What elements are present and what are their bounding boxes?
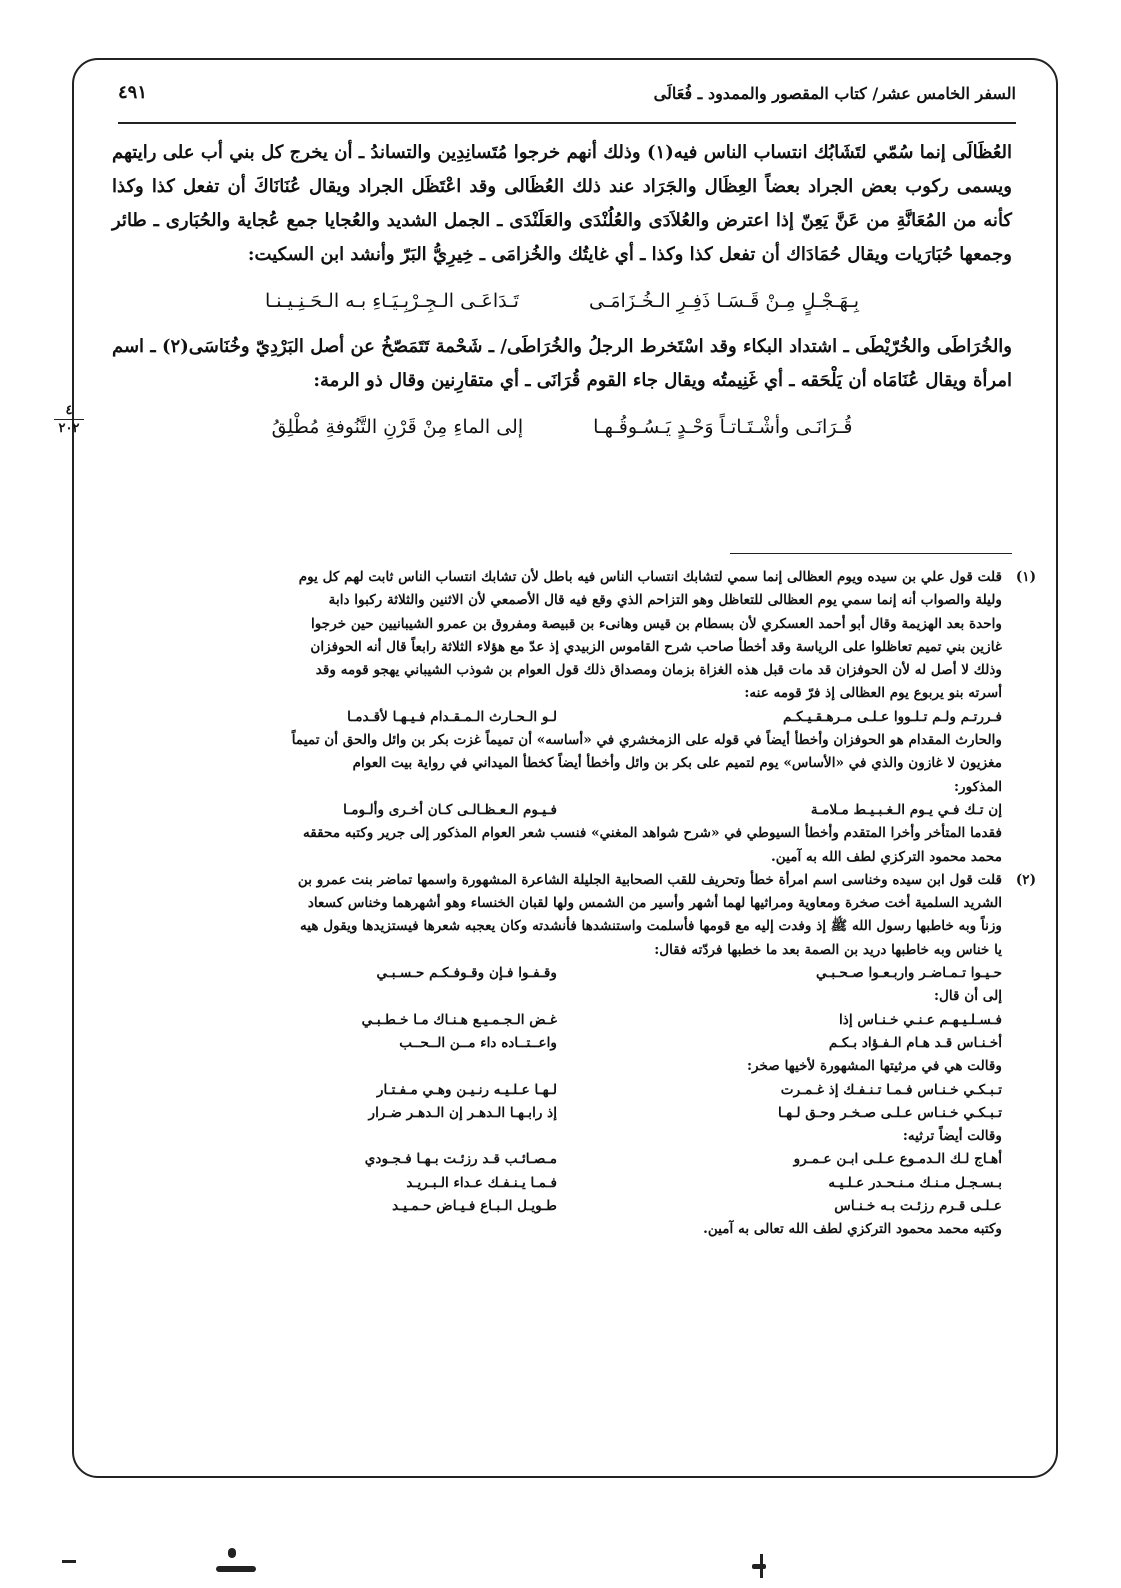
footnote-line: والحارث المقدام هو الحوفزان وأخطأ أيضاً في قوله على الزمخشري في «أساسه» أن تميماً غزت بكر بن وائل والحق أن تميماً: [291, 732, 1002, 749]
poem-hemistich-second: مـصـائـب قـد رزئـت بـهـا فـجـودي: [364, 1151, 557, 1168]
footnote-line: غازين بني تميم تعاظلوا على الرياسة وقد أخطأ صاحب شرح القاموس الزبيدي إذ عدّ مع هؤلاء الثلاثة رابعاً قال أنه الحوفزان: [310, 638, 1002, 655]
footnote-line: مغزيون لا غازون والذي في «الأساس» يوم لتميم على بكر بن وائل وأخطأ أيضاً كخطأ الميداني في رواية بيت العوام: [352, 755, 1002, 772]
scan-mark: [62, 1560, 76, 1563]
scan-mark: [752, 1564, 766, 1569]
poem-verse: [112, 962, 1002, 985]
footnote-line: إلى أن قال:: [933, 988, 1002, 1005]
page-header: [118, 76, 1016, 116]
verse-1-first-hemistich: بِـهَـجْـلٍ مِـنْ قَـسَـا ذَفِـرِ الـخُـزَامَـى: [588, 290, 860, 312]
verse-1-second-hemistich: تَـدَاعَـى الـجِـرْبِـيَـاءِ بـه الـحَـنِـيـنـا: [264, 290, 519, 312]
verse-2-second-hemistich: إلى الماءِ مِنْ قَرْنِ التَّنُوفةِ مُطْلِقُ: [271, 416, 524, 438]
footnote-2-body: [112, 869, 1002, 1242]
poem-hemistich-first: أهـاج لـك الـدمـوع عـلـى ابـن عـمـرو: [793, 1151, 1002, 1168]
poem-verse: [112, 1172, 1002, 1195]
poem-verse: [112, 799, 1002, 822]
footnote-line: فقدما المتأخر وأخرا المتقدم وأخطأ السيوطي في «شرح شواهد المغني» فنسب شعر العوام المذكور إلى جرير وكتبه محققه: [303, 825, 1002, 842]
poem-hemistich-second: لـو الـحـارث الـمـقـدام فـيـهـا لأقـدمـا: [347, 708, 557, 725]
margin-ref-denominator: ٢٠٢: [58, 421, 80, 436]
poem-hemistich-first: فـررتـم ولـم تـلـووا عـلـى مـرهـقـيـكـم: [783, 708, 1002, 725]
footnote-1-marker: (١): [1015, 569, 1036, 585]
main-text: [112, 136, 1012, 456]
scan-artifacts: [0, 1540, 1121, 1588]
poem-hemistich-second: طـويـل الـبـاع فـيـاض حـمـيـد: [392, 1198, 557, 1215]
poem-verse: [112, 1148, 1002, 1171]
main-paragraph-1: العُظَالَى إنما سُمّي لتَشَابُك انتساب الناس فيه(١) وذلك أنهم خرجوا مُتَسانِدِين والتساندُ ـ أن يخرج كل بني أب على رايتهم ويسمى ركوب بعض الجراد بعضاً العِظَال والجَرَاد عند ذلك العُظَالى وقد اعْتَظَل الجراد ويقال عُنَانَاكَ أن تفعل كذا وكذا كأنه من المُعَانَّةِ من عَنَّ يَعِنّ إذا اعترض والعُلاَدَى والعُلُنْدَى والعَلَنْدَى ـ الجمل الشديد والعُجايا جمع عُجاية والحُبَارى ـ طائر وجمعها حُبَارَيات ويقال حُمَادَاك أن تفعل كذا وكذا ـ أي غايتُك والخُزامَى ـ خِيرِيُّ البَرّ وأنشد ابن السكيت:: [112, 142, 1013, 265]
footnote-line: الشريد السلمية أخت صخرة ومعاوية ومراثيها لهما أشهر وأسير من الشمس ولها لقبان الخنساء وهو أشهرهما وخناس كسعاد: [307, 895, 1002, 912]
footnote-line: وذلك لا أصل له لأن الحوفزان قد مات قبل هذه الغزاة بزمان ومصداق ذلك قول العوام بن شوذب الشيباني يهجو قومه وقد: [315, 662, 1002, 679]
poem-hemistich-first: تـبـكـي خـنـاس فـمـا تـنـفـك إذ غـمـرت: [780, 1081, 1002, 1098]
footnote-line: محمد محمود التركزي لطف الله به آمين.: [771, 848, 1002, 865]
poem-hemistich-second: لـهـا عـلـيـه رنـيـن وهـي مـفـتـار: [376, 1081, 557, 1098]
footnote-1: [112, 566, 1036, 869]
verse-2: [112, 398, 1012, 456]
poem-hemistich-first: تـبـكـي خـنـاس عـلـى صـخـر وحـق لـهـا: [777, 1104, 1002, 1121]
poem-hemistich-first: إن تـك فـي يـوم الـغـبـيـط مـلامـة: [810, 801, 1002, 818]
footnote-line: قلت قول علي بن سيده ويوم العظالى إنما سمي لتشابك انتساب الناس فيه باطل لأن تشابك انتساب الناس ثابت لهم كل يوم: [298, 569, 1002, 585]
poem-hemistich-second: فـيـوم الـعـظـالـى كـان أخـرى وألـومـا: [343, 801, 557, 818]
poem-hemistich-second: فـمـا يـنـفـك عـداء الـبـريـد: [406, 1174, 557, 1191]
page-number: ٤٩١: [118, 82, 148, 103]
verse-2-first-hemistich: قُـرَانَـى وأشْـتَـاتـاً وَحْـدٍ يَـسُـوقُـهـا: [593, 416, 853, 438]
footnote-2: [112, 869, 1036, 1242]
poem-verse: [112, 1195, 1002, 1218]
footnote-line: أسرته بنو يربوع يوم العظالى إذ فرّ قومه عنه:: [744, 685, 1002, 702]
verse-1: [112, 272, 1012, 330]
footnote-line: وكتبه محمد محمود التركزي لطف الله تعالى به آمين.: [703, 1221, 1002, 1238]
footnote-line: وقالت هي في مرثيتها المشهورة لأخيها صخر:: [747, 1058, 1002, 1075]
poem-hemistich-first: أخـنـاس قـد هـام الـفـؤاد بـكـم: [828, 1034, 1002, 1051]
poem-hemistich-first: بـسـجـل مـنـك مـنـحـدر عـلـيـه: [828, 1174, 1002, 1191]
poem-hemistich-first: فـسـلـيـهـم عـنـي خـنـاس إذا: [839, 1011, 1002, 1028]
poem-hemistich-second: غـض الـجـمـيـع هـنـاك مـا خـطـبـي: [361, 1011, 557, 1028]
header-rule: [118, 122, 1016, 124]
poem-hemistich-first: عـلـى قـرم رزئـت بـه خـنـاس: [834, 1198, 1002, 1215]
poem-hemistich-second: وقـفـوا فـإن وقـوفـكـم حـسـبـي: [376, 965, 557, 982]
scan-mark: [216, 1566, 256, 1572]
footnotes: [112, 566, 1036, 1242]
margin-reference: [54, 404, 84, 436]
poem-hemistich-second: إذ رابـهـا الـدهـر إن الـدهـر ضـرار: [368, 1104, 557, 1121]
footnote-line: وليلة والصواب أنه إنما سمي يوم العظالى للتعاظل وهو التزاحم الذي وقع فيه قال الأصمعي لأن الاثنين والثلاثة ركبوا دابة: [328, 592, 1002, 609]
poem-verse: [112, 706, 1002, 729]
main-paragraph-2: والخُرَاطَى والخُرّيْطَى ـ اشتداد البكاء وقد اسْتَخرط الرجلُ والخُرَاطَى/ ـ شَحْمة تَتَمَصّخُ عن أصل البَرْدِيّ وخُنَاسَى(٢) ـ اسم امرأة ويقال عُنَامَاه أن يَلْحَقه ـ أي غَنِيمتُه ويقال جاء القوم قُرَانَى ـ أي متقارِنين وقال ذو الرمة:: [112, 336, 1012, 391]
margin-ref-numerator: ٤: [54, 404, 84, 420]
footnote-line: يا خناس وبه خاطبها دريد بن الصمة بعد ما خطبها فردّته فقال:: [654, 941, 1002, 958]
footnote-1-body: [112, 566, 1002, 869]
footnote-line: المذكور:: [954, 778, 1002, 795]
footnote-line: وزناً وبه خاطبها رسول الله ﷺ إذ وفدت إليه مع قومها فأسلمت واستنشدها فأنشدته وكان يعجبه شعرها فيستزيدها ويقول هيه: [300, 918, 1002, 935]
poem-verse: [112, 1009, 1002, 1032]
poem-verse: [112, 1079, 1002, 1102]
scan-mark: [228, 1548, 236, 1558]
footnote-separator: [730, 553, 1012, 554]
footnote-line: قلت قول ابن سيده وخناسى اسم امرأة خطأ وتحريف للقب الصحابية الجليلة الشاعرة المشهورة واسمها تماضر بنت عمرو بن: [297, 871, 1002, 888]
footnote-line: واحدة بعد الهزيمة وقال أبو أحمد العسكري لأن بسطام بن قيس وهانىء بن قبيصة ومفروق بن عمرو الشيبانيين حين خرجوا: [311, 615, 1002, 632]
running-title: السفر الخامس عشر/ كتاب المقصور والممدود ـ فُعَالَى: [653, 84, 1016, 103]
poem-verse: [112, 1102, 1002, 1125]
footnote-line: وقالت أيضاً ترثيه:: [902, 1128, 1002, 1145]
poem-verse: [112, 1032, 1002, 1055]
footnote-2-marker: (٢): [1015, 871, 1036, 888]
poem-hemistich-first: حـيـوا تـمـاضـر واربـعـوا صـحـبـي: [816, 965, 1002, 982]
poem-hemistich-second: واعــتــاده داء مــن الــحــب: [399, 1034, 557, 1051]
